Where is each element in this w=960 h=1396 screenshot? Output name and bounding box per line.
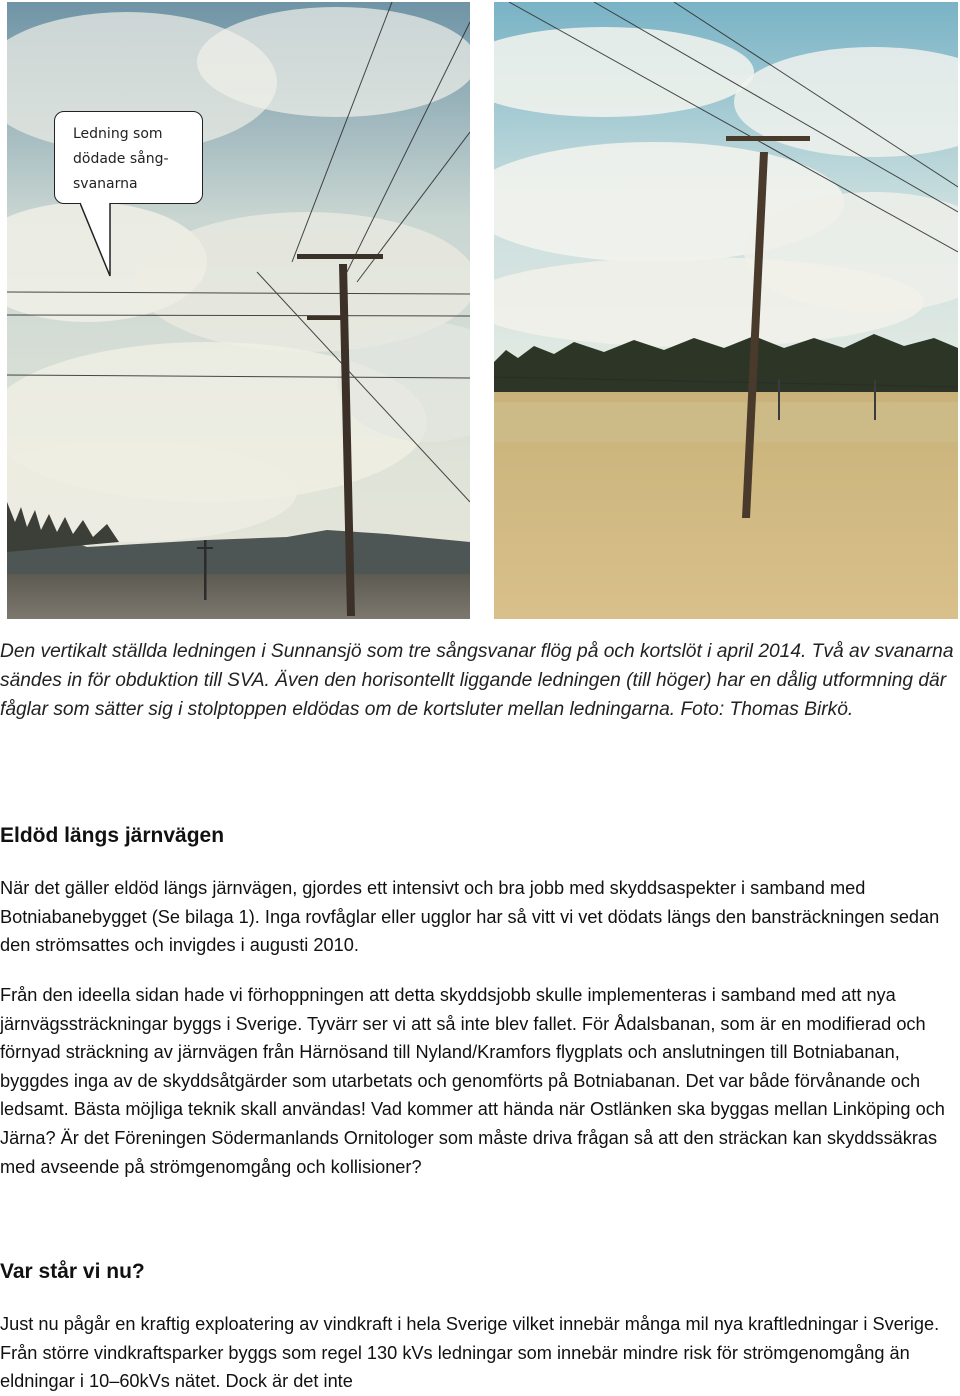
power-line-photo-left (7, 2, 470, 619)
section-heading-var-star-vi-nu: Var står vi nu? (0, 1260, 145, 1283)
power-line-photo-right (494, 2, 958, 619)
paragraph-vindkraft: Just nu pågår en kraftig exploatering av vindkraft i hela Sverige vilket innebär många mil nya kraftledningar i Sverige. Från större vindkraftsparker byggs som regel 130 kVs ledningar som innebär mindre risk för strömgenomgång än eldningar i 10–60kVs nätet. Dock är det inte (0, 1314, 940, 1392)
paragraph-botniabanan: När det gäller eldöd längs järnvägen, gjordes ett intensivt och bra jobb med skyddsaspekter i samband med Botniabanebygget (Se bilaga 1). Inga rovfåglar eller ugglor har så vitt vi vet dödats längs den bansträckningen sedan den strömsattes och invigdes i augusti 2010. (0, 878, 940, 956)
section-heading-eldod-jarnvagen: Eldöd längs järnvägen (0, 824, 225, 847)
speech-bubble-tail (80, 202, 120, 278)
speech-bubble-text: Ledning som dödade sång-svanarna (73, 126, 169, 192)
photo-caption: Den vertikalt ställda ledningen i Sunnansjö som tre sångsvanar flög på och kortslöt i april 2014. Två av svanarna sändes in för obduktion till SVA. Även den horisontellt liggande ledningen (till höger) har en dålig utformning där fåglar som sätter sig i stolptoppen eldödas om de kortsluter mellan ledningarna. Foto: Thomas Birkö. (0, 641, 954, 720)
speech-bubble (54, 111, 203, 204)
paragraph-adalsbanan: Från den ideella sidan hade vi förhoppningen att detta skyddsjobb skulle implementeras i samband med att nya järnvägssträckningar byggs i Sverige. Tyvärr ser vi att så inte blev fallet. För Ådalsbanan, som är en modifierad och förnyad sträckning av järnvägen från Härnösand till Nyland/Kramfors flygplats och anslutningen till Botniabanan, byggdes inga av de skyddsåtgärder som utarbetats och genomförts på Botniabanan. Det var både förvånande och ledsamt. Bästa möjliga teknik skall användas! Vad kommer att hända när Ostlänken ska byggas mellan Linköping och Järna? Är det Föreningen Södermanlands Ornitologer som måste driva frågan så att den sträckan kan skyddssäkras med avseende på strömgenomgång och kollisioner? (0, 985, 945, 1177)
